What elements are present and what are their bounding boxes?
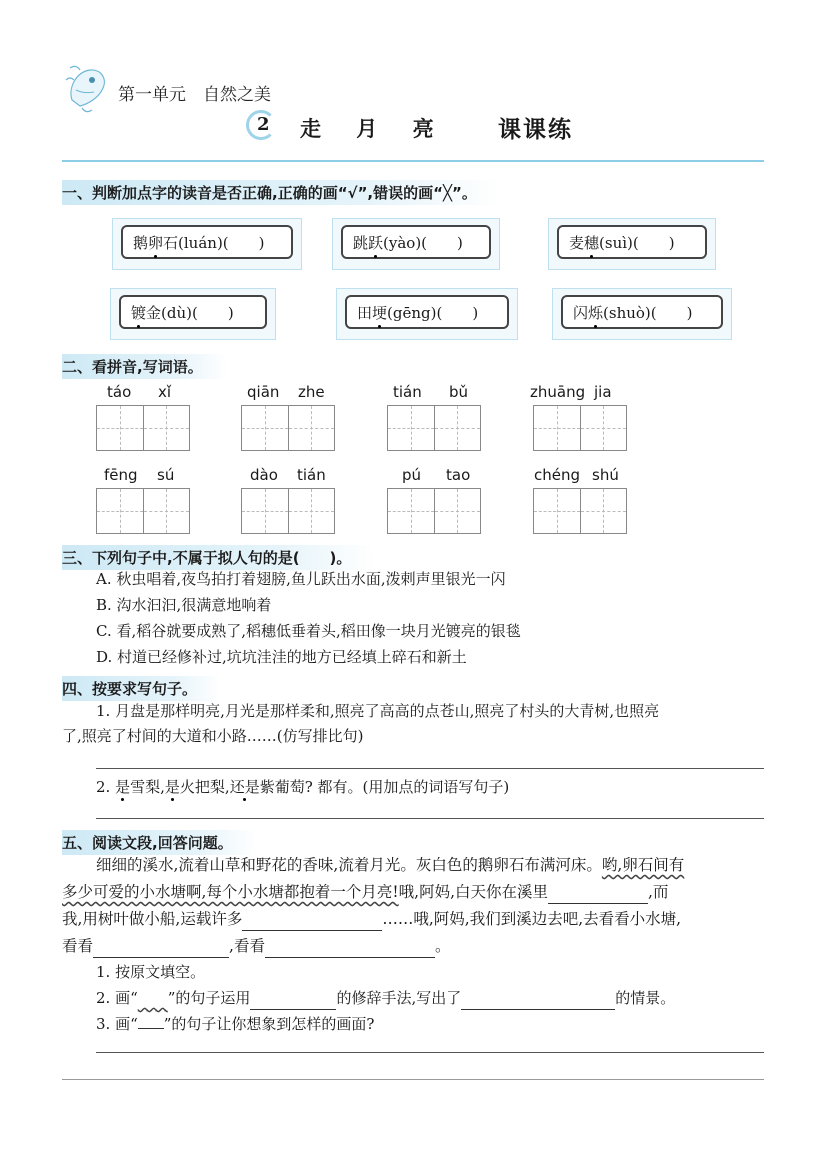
dotted-word: 是	[164, 778, 180, 796]
q5-2-text	[96, 986, 675, 1010]
q5-2-part: 2. 画“	[96, 989, 138, 1007]
footer-divider	[62, 1079, 764, 1080]
passage-text: 。	[434, 937, 451, 955]
passage-text: 细细的溪水,流着山草和野花的香味,流着月光。灰白色的鹅卵石布满河床。	[96, 856, 602, 874]
card-text-pre: 田	[357, 303, 373, 322]
writing-grid[interactable]	[96, 488, 190, 534]
section-4-title: 四、按要求写句子。	[62, 676, 221, 701]
dotted-char: 烁	[588, 303, 604, 322]
writing-grid[interactable]	[241, 488, 335, 534]
passage-line-3	[62, 907, 681, 931]
q5-1-text: 1. 按原文填空。	[96, 963, 206, 981]
pinyin: bǔ	[449, 383, 469, 401]
lesson-title: 走 月 亮	[300, 116, 448, 141]
card-text-post[interactable]: (shuò)( )	[603, 303, 693, 322]
passage-line-1	[96, 853, 684, 877]
card-text-post[interactable]: 金(dù)( )	[146, 303, 234, 322]
lesson-number: 2	[257, 114, 270, 135]
passage-text: 哦,阿妈,白天你在溪里	[398, 883, 549, 901]
pronunciation-card	[332, 218, 500, 270]
writing-grid[interactable]	[533, 488, 627, 534]
section-2-title: 二、看拼音,写词语。	[62, 354, 227, 379]
pronunciation-card	[552, 288, 732, 340]
pinyin: fēng	[104, 466, 138, 484]
q4-2-part: 火把梨,	[179, 778, 230, 796]
q4-1-text-cont: 了,照亮了村间的大道和小路……(仿写排比句)	[62, 727, 364, 745]
pinyin: zhuāng	[530, 383, 586, 401]
card-text-pre: 麦	[569, 233, 585, 252]
q5-3-part: ”的句子让你想象到怎样的画面?	[163, 1015, 375, 1033]
pronunciation-card	[112, 218, 302, 270]
unit-heading: 第一单元 自然之美	[118, 85, 271, 105]
q5-3-text	[96, 1012, 374, 1036]
passage-line-4	[62, 934, 450, 958]
blank-4[interactable]	[265, 939, 435, 958]
passage-text: ,看看	[229, 937, 265, 955]
blank-scene[interactable]	[461, 991, 615, 1010]
pronunciation-card	[548, 218, 716, 270]
section-3-title: 三、下列句子中,不属于拟人句的是( )。	[62, 545, 375, 570]
practice-label: 课课练	[498, 116, 573, 143]
option-b[interactable]: B. 沟水汩汩,很满意地响着	[96, 596, 272, 614]
dotted-word: 是	[115, 778, 131, 796]
pinyin: tián	[393, 383, 422, 401]
q4-2-part: 2.	[96, 778, 116, 796]
q5-2-part: ”的句子运用	[167, 989, 251, 1007]
q4-2-text	[96, 775, 509, 799]
passage-text: 看看	[62, 937, 94, 955]
pinyin: dào	[250, 466, 278, 484]
q4-2-part: 紫葡萄? 都有。(用加点的词语写句子)	[259, 778, 510, 796]
option-a[interactable]: A. 秋虫唱着,夜鸟拍打着翅膀,鱼儿跃出水面,泼剌声里银光一闪	[96, 570, 506, 588]
card-text-post[interactable]: (gēng)( )	[387, 303, 479, 322]
pinyin: zhe	[298, 383, 325, 401]
pinyin: tao	[446, 466, 471, 484]
dotted-char: 穗	[584, 233, 600, 252]
writing-grid[interactable]	[533, 405, 627, 451]
pinyin: jia	[594, 383, 612, 401]
pinyin: pú	[402, 466, 422, 484]
wavy-mark-icon	[138, 989, 168, 1007]
writing-grid[interactable]	[387, 405, 481, 451]
card-text-pre: 跳	[353, 233, 369, 252]
q5-2-part: 的情景。	[615, 989, 676, 1007]
pinyin: tián	[297, 466, 326, 484]
card-text-pre: 鹅	[133, 233, 149, 252]
card-text-post[interactable]: (suì)( )	[599, 233, 675, 252]
wavy-sentence: 哟,卵石间有	[601, 856, 685, 874]
pronunciation-card	[110, 288, 276, 340]
writing-grid[interactable]	[387, 488, 481, 534]
card-text-pre: 闪	[573, 303, 589, 322]
answer-line[interactable]	[96, 818, 764, 819]
pinyin: shú	[592, 466, 619, 484]
passage-text: ,而	[648, 883, 669, 901]
pinyin: xǐ	[158, 383, 172, 401]
straight-underline-mark	[138, 1014, 164, 1029]
q5-3-part: 3. 画“	[96, 1015, 138, 1033]
blank-rhetoric[interactable]	[250, 991, 336, 1010]
lesson-number-badge	[246, 110, 276, 140]
passage-text: ……哦,阿妈,我们到溪边去吧,去看看小水塘,	[382, 910, 682, 928]
dotted-char: 卵	[148, 233, 164, 252]
blank-2[interactable]	[242, 912, 382, 931]
card-text-post[interactable]: 石(luán)( )	[163, 233, 265, 252]
q5-2-part: 的修辞手法,写出了	[336, 989, 462, 1007]
unit-logo-fish-icon	[62, 60, 112, 116]
answer-line[interactable]	[96, 1052, 764, 1053]
option-d[interactable]: D. 村道已经修补过,坑坑洼洼的地方已经填上碎石和新土	[96, 648, 467, 666]
blank-1[interactable]	[548, 885, 648, 904]
card-text-post[interactable]: (yào)( )	[383, 233, 463, 252]
dotted-char: 跃	[368, 233, 384, 252]
pinyin: qiān	[247, 383, 280, 401]
section-1-title: 一、判断加点字的读音是否正确,正确的画“√”,错误的画“╳”。	[62, 180, 501, 205]
section-5-title: 五、阅读文段,回答问题。	[62, 830, 257, 855]
pronunciation-card	[336, 288, 518, 340]
dotted-char: 镀	[131, 303, 147, 322]
q4-1-text: 1. 月盘是那样明亮,月光是那样柔和,照亮了高高的点苍山,照亮了村头的大青树,也照亮	[96, 702, 660, 720]
option-c[interactable]: C. 看,稻谷就要成熟了,稻穗低垂着头,稻田像一块月光镀亮的银毯	[96, 622, 521, 640]
pinyin: chéng	[534, 466, 581, 484]
q4-2-part: 雪梨,	[130, 778, 165, 796]
dotted-char: 埂	[372, 303, 388, 322]
pinyin: sú	[157, 466, 175, 484]
writing-grid[interactable]	[96, 405, 190, 451]
passage-text: 我,用树叶做小船,运载许多	[62, 910, 243, 928]
header-divider	[62, 160, 764, 162]
pinyin: táo	[107, 383, 132, 401]
answer-line[interactable]	[96, 768, 764, 769]
blank-3[interactable]	[93, 939, 229, 958]
passage-line-2	[62, 880, 668, 904]
wavy-sentence: 多少可爱的小水塘啊,每个小水塘都抱着一个月亮!	[62, 883, 399, 901]
writing-grid[interactable]	[241, 405, 335, 451]
dotted-word: 还是	[229, 778, 260, 796]
